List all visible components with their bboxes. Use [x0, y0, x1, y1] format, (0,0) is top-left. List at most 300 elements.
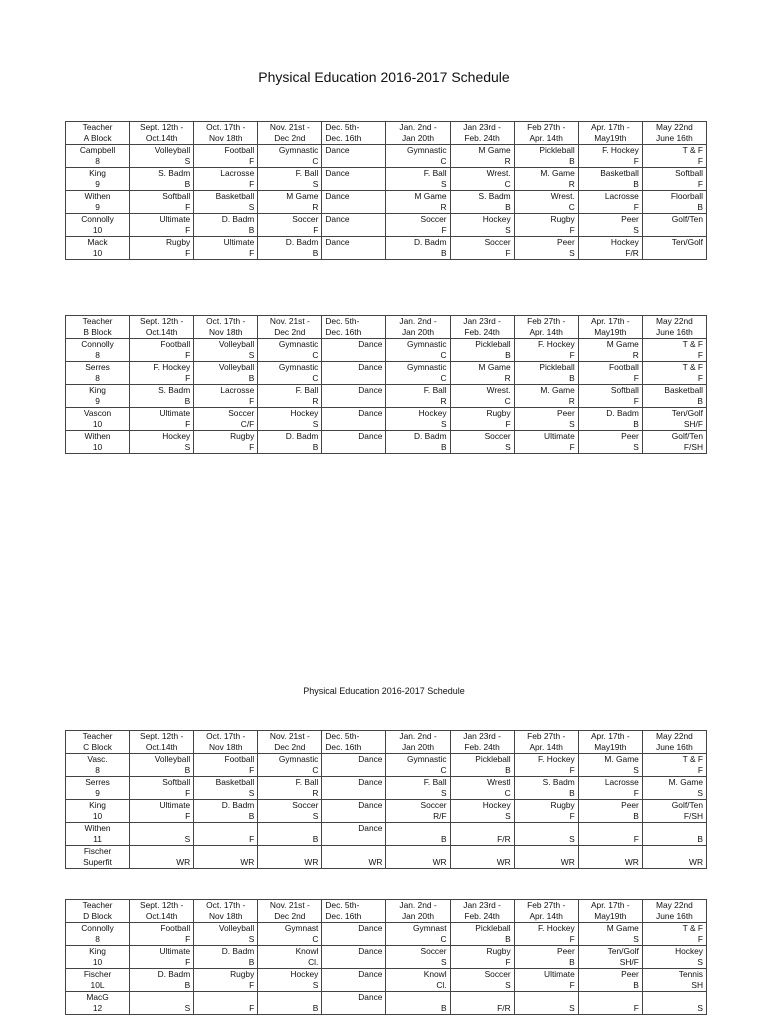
schedule-cell — [130, 800, 194, 823]
header-cell — [514, 731, 578, 754]
schedule-cell — [578, 777, 642, 800]
cell-line-secondary: 10L — [90, 980, 105, 990]
schedule-cell — [514, 969, 578, 992]
schedule-cell — [258, 823, 322, 846]
cell-line-primary: Golf/Ten — [671, 800, 703, 810]
cell-line-secondary — [325, 248, 382, 259]
header-cell — [322, 316, 386, 339]
header-cell — [450, 122, 514, 145]
schedule-cell — [386, 800, 450, 823]
cell-line-secondary: Apr. 14th — [529, 911, 563, 921]
schedule-cell — [258, 191, 322, 214]
cell-line-secondary — [325, 350, 382, 361]
cell-line-secondary: S — [633, 765, 639, 775]
cell-line-secondary: B — [312, 442, 319, 452]
cell-line-primary: F. Ball — [295, 777, 319, 787]
cell-line-secondary: F — [185, 373, 191, 383]
cell-line-secondary: 10 — [92, 442, 103, 452]
cell-line-secondary: C — [312, 156, 319, 166]
table-row — [66, 846, 707, 869]
cell-line-primary — [325, 846, 382, 857]
cell-line-secondary: F — [505, 419, 511, 429]
cell-line-primary: Hockey — [610, 237, 639, 247]
schedule-cell — [386, 145, 450, 168]
cell-line-secondary: S — [440, 179, 447, 189]
schedule-cell — [514, 408, 578, 431]
cell-line-secondary: S — [505, 811, 511, 821]
cell-line-primary: Dance — [358, 946, 383, 956]
cell-line-primary: Oct. 17th - — [206, 122, 246, 132]
cell-line-primary — [197, 992, 254, 1003]
schedule-cell — [130, 339, 194, 362]
cell-line-primary — [389, 823, 446, 834]
header-cell — [322, 731, 386, 754]
cell-line-secondary: F/R — [625, 248, 639, 258]
schedule-cell — [322, 168, 386, 191]
cell-line-secondary: R — [568, 396, 575, 406]
cell-line-secondary: S — [569, 834, 575, 844]
cell-line-secondary: B — [184, 980, 191, 990]
cell-line-primary: Dance — [358, 923, 383, 933]
table-row — [66, 385, 707, 408]
header-row — [66, 122, 707, 145]
schedule-cell — [450, 339, 514, 362]
cell-line-secondary: B — [633, 811, 639, 821]
cell-line-secondary: B — [248, 957, 255, 967]
cell-line-secondary: S — [184, 1003, 191, 1013]
schedule-cell — [258, 408, 322, 431]
cell-line-primary: Tennis — [678, 969, 703, 979]
schedule-cell — [194, 946, 258, 969]
cell-line-primary: F. Ball — [295, 385, 319, 395]
cell-line-primary: Dec. 5th- — [325, 900, 360, 910]
cell-line-primary: Pickleball — [539, 145, 575, 155]
cell-line-primary: Golf/Ten — [671, 431, 703, 441]
cell-line-secondary: B — [697, 834, 703, 844]
cell-line-secondary: B — [505, 202, 511, 212]
cell-line-secondary: S — [697, 957, 703, 967]
schedule-cell — [514, 168, 578, 191]
schedule-cell — [130, 168, 194, 191]
cell-line-primary: Ten/Golf — [607, 946, 639, 956]
cell-line-primary: Ten/Golf — [671, 408, 703, 418]
cell-line-primary — [454, 846, 511, 857]
cell-line-primary: Fischer — [83, 969, 112, 979]
cell-line-primary: D. Badm — [285, 431, 319, 441]
cell-line-secondary: 10 — [92, 811, 103, 821]
schedule-cell — [450, 168, 514, 191]
cell-line-secondary: Jan 20th — [401, 742, 435, 752]
cell-line-primary: Dance — [358, 431, 383, 441]
cell-line-secondary: C Block — [83, 742, 112, 752]
table-row — [66, 145, 707, 168]
cell-line-primary: Feb 27th - — [527, 900, 566, 910]
schedule-cell — [642, 339, 706, 362]
cell-line-secondary: F — [185, 788, 191, 798]
cell-line-primary: T & F — [682, 145, 703, 155]
cell-line-secondary: S — [697, 1003, 703, 1013]
cell-line-primary: M Game — [286, 191, 319, 201]
schedule-cell — [386, 214, 450, 237]
cell-line-primary: Gymnastic — [278, 362, 319, 372]
cell-line-primary — [454, 823, 511, 834]
schedule-cell — [386, 431, 450, 454]
header-cell — [66, 731, 130, 754]
schedule-cell — [514, 992, 578, 1015]
cell-line-primary: Rugby — [550, 800, 575, 810]
cell-line-secondary: S — [505, 980, 511, 990]
schedule-cell — [194, 823, 258, 846]
schedule-cell — [514, 923, 578, 946]
cell-line-primary: Gymnastic — [278, 339, 319, 349]
cell-line-primary — [133, 823, 190, 834]
cell-line-primary: Serres — [85, 362, 110, 372]
schedule-cell — [322, 754, 386, 777]
cell-line-primary: F. Ball — [423, 777, 447, 787]
cell-line-primary — [197, 823, 254, 834]
cell-line-secondary — [325, 834, 382, 845]
cell-line-primary: Ultimate — [159, 214, 191, 224]
schedule-cell — [514, 846, 578, 869]
cell-line-primary: Rugby — [486, 946, 511, 956]
schedule-cell — [514, 385, 578, 408]
cell-line-primary: M. Game — [604, 754, 639, 764]
schedule-cell — [322, 191, 386, 214]
cell-line-primary: D. Badm — [285, 237, 319, 247]
cell-line-secondary: Cl. — [308, 957, 319, 967]
schedule-cell — [642, 754, 706, 777]
cell-line-secondary: 9 — [95, 788, 100, 798]
header-cell — [130, 731, 194, 754]
cell-line-primary: M Game — [414, 191, 447, 201]
schedule-cell — [450, 145, 514, 168]
schedule-cell — [130, 385, 194, 408]
header-cell — [642, 900, 706, 923]
cell-line-secondary: C — [440, 156, 447, 166]
teacher-cell — [66, 777, 130, 800]
cell-line-primary: Knowl — [295, 946, 319, 956]
schedule-cell — [386, 168, 450, 191]
cell-line-primary: F. Ball — [423, 385, 447, 395]
cell-line-secondary: F — [185, 811, 191, 821]
cell-line-secondary: WR — [689, 857, 703, 867]
cell-line-secondary: May19th — [594, 133, 627, 143]
cell-line-secondary: F — [249, 1003, 255, 1013]
schedule-cell — [194, 846, 258, 869]
header-cell — [258, 122, 322, 145]
cell-line-secondary: R — [312, 396, 319, 406]
cell-line-primary: Softball — [675, 168, 703, 178]
cell-line-primary: Oct. 17th - — [206, 731, 246, 741]
cell-line-secondary — [325, 980, 382, 991]
cell-line-primary: Teacher — [82, 122, 113, 132]
schedule-cell — [386, 754, 450, 777]
cell-line-primary: May 22nd — [656, 316, 693, 326]
header-cell — [578, 122, 642, 145]
schedule-cell — [130, 214, 194, 237]
cell-line-secondary: S — [312, 811, 319, 821]
cell-line-secondary: Dec. 16th — [325, 327, 362, 337]
schedule-cell — [258, 800, 322, 823]
schedule-cell — [578, 168, 642, 191]
cell-line-primary — [582, 823, 639, 834]
cell-line-secondary: June 16th — [656, 742, 693, 752]
cell-line-secondary: Apr. 14th — [529, 742, 563, 752]
cell-line-primary: Golf/Ten — [671, 214, 703, 224]
cell-line-primary: Gymnastic — [407, 754, 447, 764]
cell-line-secondary: F — [185, 350, 191, 360]
cell-line-secondary: C — [504, 179, 511, 189]
cell-line-primary: Peer — [557, 408, 575, 418]
cell-line-secondary: F — [633, 788, 639, 798]
schedule-cell — [578, 431, 642, 454]
cell-line-primary: Wrest. — [486, 168, 511, 178]
cell-line-primary: D. Badm — [413, 237, 447, 247]
cell-line-primary: Hockey — [162, 431, 191, 441]
cell-line-secondary: B — [633, 179, 639, 189]
schedule-cell — [578, 969, 642, 992]
cell-line-secondary: D Block — [83, 911, 112, 921]
cell-line-primary: Jan. 2nd - — [399, 900, 437, 910]
cell-line-secondary: F — [185, 957, 191, 967]
schedule-cell — [258, 362, 322, 385]
schedule-cell — [130, 992, 194, 1015]
cell-line-primary: King — [89, 385, 106, 395]
cell-line-primary — [261, 846, 318, 857]
schedule-cell — [450, 431, 514, 454]
cell-line-primary: Pickleball — [475, 754, 511, 764]
cell-line-primary: Football — [609, 362, 639, 372]
cell-line-primary: Dec. 5th- — [325, 731, 360, 741]
cell-line-primary: Knowl — [423, 969, 447, 979]
schedule-cell — [194, 431, 258, 454]
cell-line-secondary: B — [184, 396, 191, 406]
cell-line-secondary: F — [249, 156, 255, 166]
cell-line-primary: Dance — [358, 754, 383, 764]
teacher-cell — [66, 191, 130, 214]
header-cell — [258, 731, 322, 754]
cell-line-secondary: Apr. 14th — [529, 327, 563, 337]
schedule-cell — [450, 754, 514, 777]
schedule-cell — [578, 214, 642, 237]
schedule-cell — [642, 385, 706, 408]
cell-line-primary: Peer — [621, 969, 639, 979]
schedule-cell — [130, 431, 194, 454]
cell-line-primary: Rugby — [550, 214, 575, 224]
cell-line-primary: Peer — [621, 214, 639, 224]
cell-line-primary: Hockey — [418, 408, 447, 418]
cell-line-primary — [261, 823, 318, 834]
schedule-cell — [194, 385, 258, 408]
schedule-cell — [450, 946, 514, 969]
cell-line-secondary: Dec. 16th — [325, 911, 362, 921]
table-row — [66, 237, 707, 260]
cell-line-primary: Sept. 12th - — [139, 316, 184, 326]
cell-line-secondary — [325, 419, 382, 430]
cell-line-secondary: S — [440, 788, 447, 798]
schedule-cell — [258, 431, 322, 454]
schedule-cell — [258, 992, 322, 1015]
cell-line-secondary: B — [569, 788, 575, 798]
header-cell — [386, 900, 450, 923]
cell-line-secondary: 8 — [95, 373, 100, 383]
schedule-cell — [386, 362, 450, 385]
cell-line-primary: S. Badm — [542, 777, 575, 787]
cell-line-secondary: 8 — [95, 350, 100, 360]
header-cell — [386, 316, 450, 339]
cell-line-primary: F. Hockey — [602, 145, 639, 155]
schedule-cell — [194, 777, 258, 800]
cell-line-primary: Ultimate — [159, 408, 191, 418]
schedule-cell — [450, 191, 514, 214]
cell-line-primary: Ultimate — [159, 946, 191, 956]
cell-line-primary: Dance — [358, 823, 383, 833]
schedule-cell — [578, 923, 642, 946]
cell-line-primary: Peer — [621, 800, 639, 810]
cell-line-secondary: May19th — [594, 742, 627, 752]
cell-line-primary: Ultimate — [544, 969, 575, 979]
schedule-cell — [642, 823, 706, 846]
cell-line-primary: King — [89, 946, 106, 956]
cell-line-primary: Connolly — [81, 923, 114, 933]
header-row — [66, 316, 707, 339]
schedule-cell — [578, 408, 642, 431]
cell-line-secondary: S — [312, 419, 319, 429]
schedule-cell — [386, 385, 450, 408]
cell-line-primary: Sept. 12th - — [139, 731, 184, 741]
schedule-cell — [194, 969, 258, 992]
cell-line-secondary: WR — [304, 857, 319, 867]
schedule-table-a-block — [65, 121, 707, 260]
cell-line-primary — [197, 846, 254, 857]
cell-line-primary: Jan 23rd - — [463, 900, 501, 910]
cell-line-primary: Dance — [325, 237, 350, 247]
cell-line-secondary: SH/F — [619, 957, 639, 967]
cell-line-primary — [518, 846, 575, 857]
cell-line-primary: Connolly — [81, 339, 114, 349]
cell-line-secondary: B — [184, 765, 191, 775]
cell-line-secondary: F — [185, 202, 191, 212]
cell-line-primary: King — [89, 168, 106, 178]
cell-line-primary: Lacrosse — [604, 777, 639, 787]
cell-line-primary: Volleyball — [154, 754, 191, 764]
cell-line-secondary: B — [697, 396, 703, 406]
cell-line-primary: May 22nd — [656, 900, 693, 910]
cell-line-primary: Soccer — [420, 946, 447, 956]
schedule-cell — [642, 408, 706, 431]
cell-line-primary — [646, 992, 703, 1003]
cell-line-primary: F. Ball — [295, 168, 319, 178]
schedule-cell — [258, 923, 322, 946]
cell-line-primary: Gymnastic — [407, 339, 447, 349]
schedule-cell — [258, 214, 322, 237]
cell-line-secondary: Apr. 14th — [529, 133, 563, 143]
cell-line-secondary: R — [504, 373, 511, 383]
schedule-cell — [194, 362, 258, 385]
schedule-cell — [322, 214, 386, 237]
header-cell — [514, 900, 578, 923]
cell-line-secondary: F — [633, 156, 639, 166]
cell-line-primary — [389, 846, 446, 857]
cell-line-secondary: F — [697, 765, 703, 775]
cell-line-secondary: C — [440, 934, 447, 944]
cell-line-secondary: Nov 18th — [208, 742, 243, 752]
cell-line-secondary — [325, 179, 382, 190]
teacher-cell — [66, 969, 130, 992]
cell-line-primary: Volleyball — [218, 339, 255, 349]
cell-line-secondary — [646, 225, 703, 236]
header-cell — [66, 316, 130, 339]
table-row — [66, 800, 707, 823]
cell-line-primary: Feb 27th - — [527, 316, 566, 326]
cell-line-secondary: F — [697, 179, 703, 189]
cell-line-primary: Apr. 17th - — [590, 900, 630, 910]
cell-line-primary: Dance — [358, 992, 383, 1002]
cell-line-primary: Jan 23rd - — [463, 731, 501, 741]
header-row — [66, 900, 707, 923]
schedule-cell — [514, 946, 578, 969]
schedule-cell — [578, 145, 642, 168]
cell-line-secondary: R — [632, 350, 639, 360]
header-cell — [194, 900, 258, 923]
cell-line-secondary: F — [249, 765, 255, 775]
cell-line-secondary — [325, 442, 382, 453]
cell-line-primary: F. Hockey — [153, 362, 191, 372]
cell-line-primary: Hockey — [482, 214, 511, 224]
header-cell — [450, 316, 514, 339]
cell-line-primary: Pickleball — [475, 923, 511, 933]
teacher-cell — [66, 846, 130, 869]
schedule-cell — [130, 145, 194, 168]
cell-line-primary: Dance — [358, 777, 383, 787]
cell-line-primary: Rugby — [165, 237, 191, 247]
cell-line-primary: Teacher — [82, 731, 113, 741]
cell-line-secondary: S — [248, 788, 255, 798]
teacher-cell — [66, 145, 130, 168]
cell-line-primary: Withen — [84, 431, 111, 441]
cell-line-secondary: B — [505, 765, 511, 775]
schedule-cell — [450, 408, 514, 431]
cell-line-primary — [582, 846, 639, 857]
schedule-cell — [386, 191, 450, 214]
cell-line-primary: Dance — [358, 385, 383, 395]
schedule-cell — [130, 237, 194, 260]
schedule-cell — [578, 846, 642, 869]
schedule-cell — [450, 992, 514, 1015]
teacher-cell — [66, 214, 130, 237]
header-cell — [578, 731, 642, 754]
cell-line-secondary: WR — [496, 857, 511, 867]
cell-line-primary — [133, 992, 190, 1003]
cell-line-primary: Ultimate — [223, 237, 255, 247]
cell-line-primary: S. Badm — [478, 191, 511, 201]
cell-line-primary: Gymnastic — [278, 754, 319, 764]
table-row — [66, 431, 707, 454]
cell-line-secondary: F — [313, 225, 319, 235]
cell-line-secondary: Dec. 16th — [325, 133, 362, 143]
schedule-cell — [450, 777, 514, 800]
cell-line-secondary: C — [440, 373, 447, 383]
cell-line-primary: Jan. 2nd - — [399, 316, 437, 326]
schedule-cell — [258, 385, 322, 408]
cell-line-primary: Jan. 2nd - — [399, 731, 437, 741]
schedule-cell — [194, 168, 258, 191]
header-cell — [194, 316, 258, 339]
schedule-cell — [130, 408, 194, 431]
table-row — [66, 777, 707, 800]
cell-line-primary: Pickleball — [539, 362, 575, 372]
cell-line-secondary: F — [697, 156, 703, 166]
